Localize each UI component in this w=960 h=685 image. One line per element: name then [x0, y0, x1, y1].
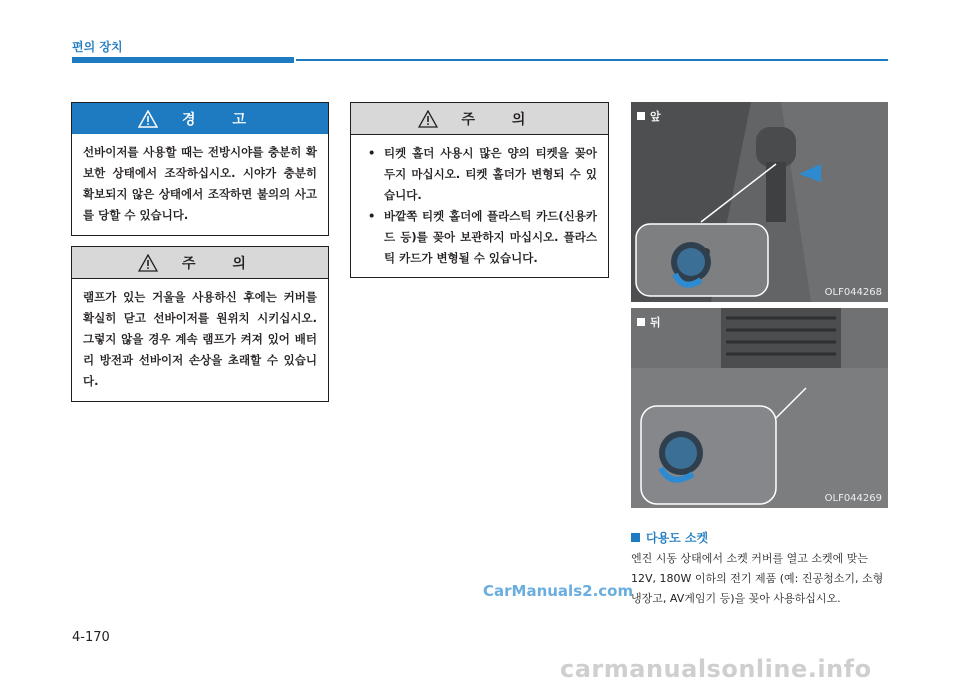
figure-rear-label-text: 뒤 [650, 316, 661, 329]
square-bullet-icon [637, 112, 645, 120]
figure-front-label-text: 앞 [650, 110, 661, 123]
warning-box [71, 102, 329, 236]
warning-triangle-icon [418, 110, 438, 128]
caution-box-mid-header [351, 103, 608, 135]
header-accent-bar [72, 57, 294, 63]
watermark-carmanuals2[interactable]: CarManuals2.com [483, 582, 634, 600]
warning-box-title: 경 고 [182, 111, 262, 128]
warning-triangle-icon [138, 110, 158, 128]
caution-box-left [71, 246, 329, 402]
section-heading [631, 529, 708, 546]
figure-rear-label [637, 314, 661, 330]
warning-box-text: 선바이저를 사용할 때는 전방시야를 충분히 확보한 상태에서 조작하십시오. 시야가 충분히 확보되지 않은 상태에서 조작하면 불의의 사고를 당할 수 있습니다. [83, 145, 317, 222]
caution-box-mid [350, 102, 609, 278]
rear-console-illustration [631, 308, 888, 508]
square-bullet-icon [631, 533, 640, 542]
figure-front [631, 102, 888, 302]
figure-front-code: OLF044268 [824, 287, 882, 298]
caution-item: • 티켓 홀더 사용시 많은 양의 티켓을 꽂아 두지 마십시오. 티켓 홀더가 변형되 수 있습니다. [376, 143, 597, 206]
caution-box-mid-title: 주 의 [461, 111, 542, 128]
section-body: 엔진 시동 상태에서 소켓 커버를 열고 소켓에 맞는 12V, 180W 이하의 전기 제품 (예: 진공청소기, 소형냉장고, AV게임기 등)을 꽂아 사용하십시오. [631, 552, 884, 605]
square-bullet-icon [637, 318, 645, 326]
figure-front-label [637, 108, 661, 124]
warning-triangle-icon [138, 254, 158, 272]
caution-box-mid-body [351, 135, 608, 279]
figure-rear [631, 308, 888, 508]
section-heading-text: 다용도 소켓 [646, 531, 709, 545]
caution-box-left-title: 주 의 [182, 255, 262, 272]
section-title: 편의 장치 [72, 40, 123, 54]
caution-box-left-header [72, 247, 328, 279]
watermark-carmanualsonline[interactable]: carmanualsonline.info [560, 655, 872, 683]
warning-box-header [72, 103, 328, 134]
figure-rear-code: OLF044269 [824, 493, 882, 504]
caution-item: • 바깥쪽 티켓 홀더에 플라스틱 카드(신용카드 등)를 꽂아 보관하지 마십시오. 플라스틱 카드가 변형될 수 있습니다. [376, 206, 597, 269]
page-number: 4-170 [72, 630, 110, 645]
header-rule [296, 59, 888, 61]
caution-box-left-text: 램프가 있는 거울을 사용하신 후에는 커버를 확실히 닫고 선바이저를 원위치 시키십시오. 그렇지 않을 경우 계속 램프가 켜져 있어 배터리 방전과 선바이저 손상을 초래할 수 있습니다. [83, 290, 317, 388]
front-console-illustration [631, 102, 888, 302]
